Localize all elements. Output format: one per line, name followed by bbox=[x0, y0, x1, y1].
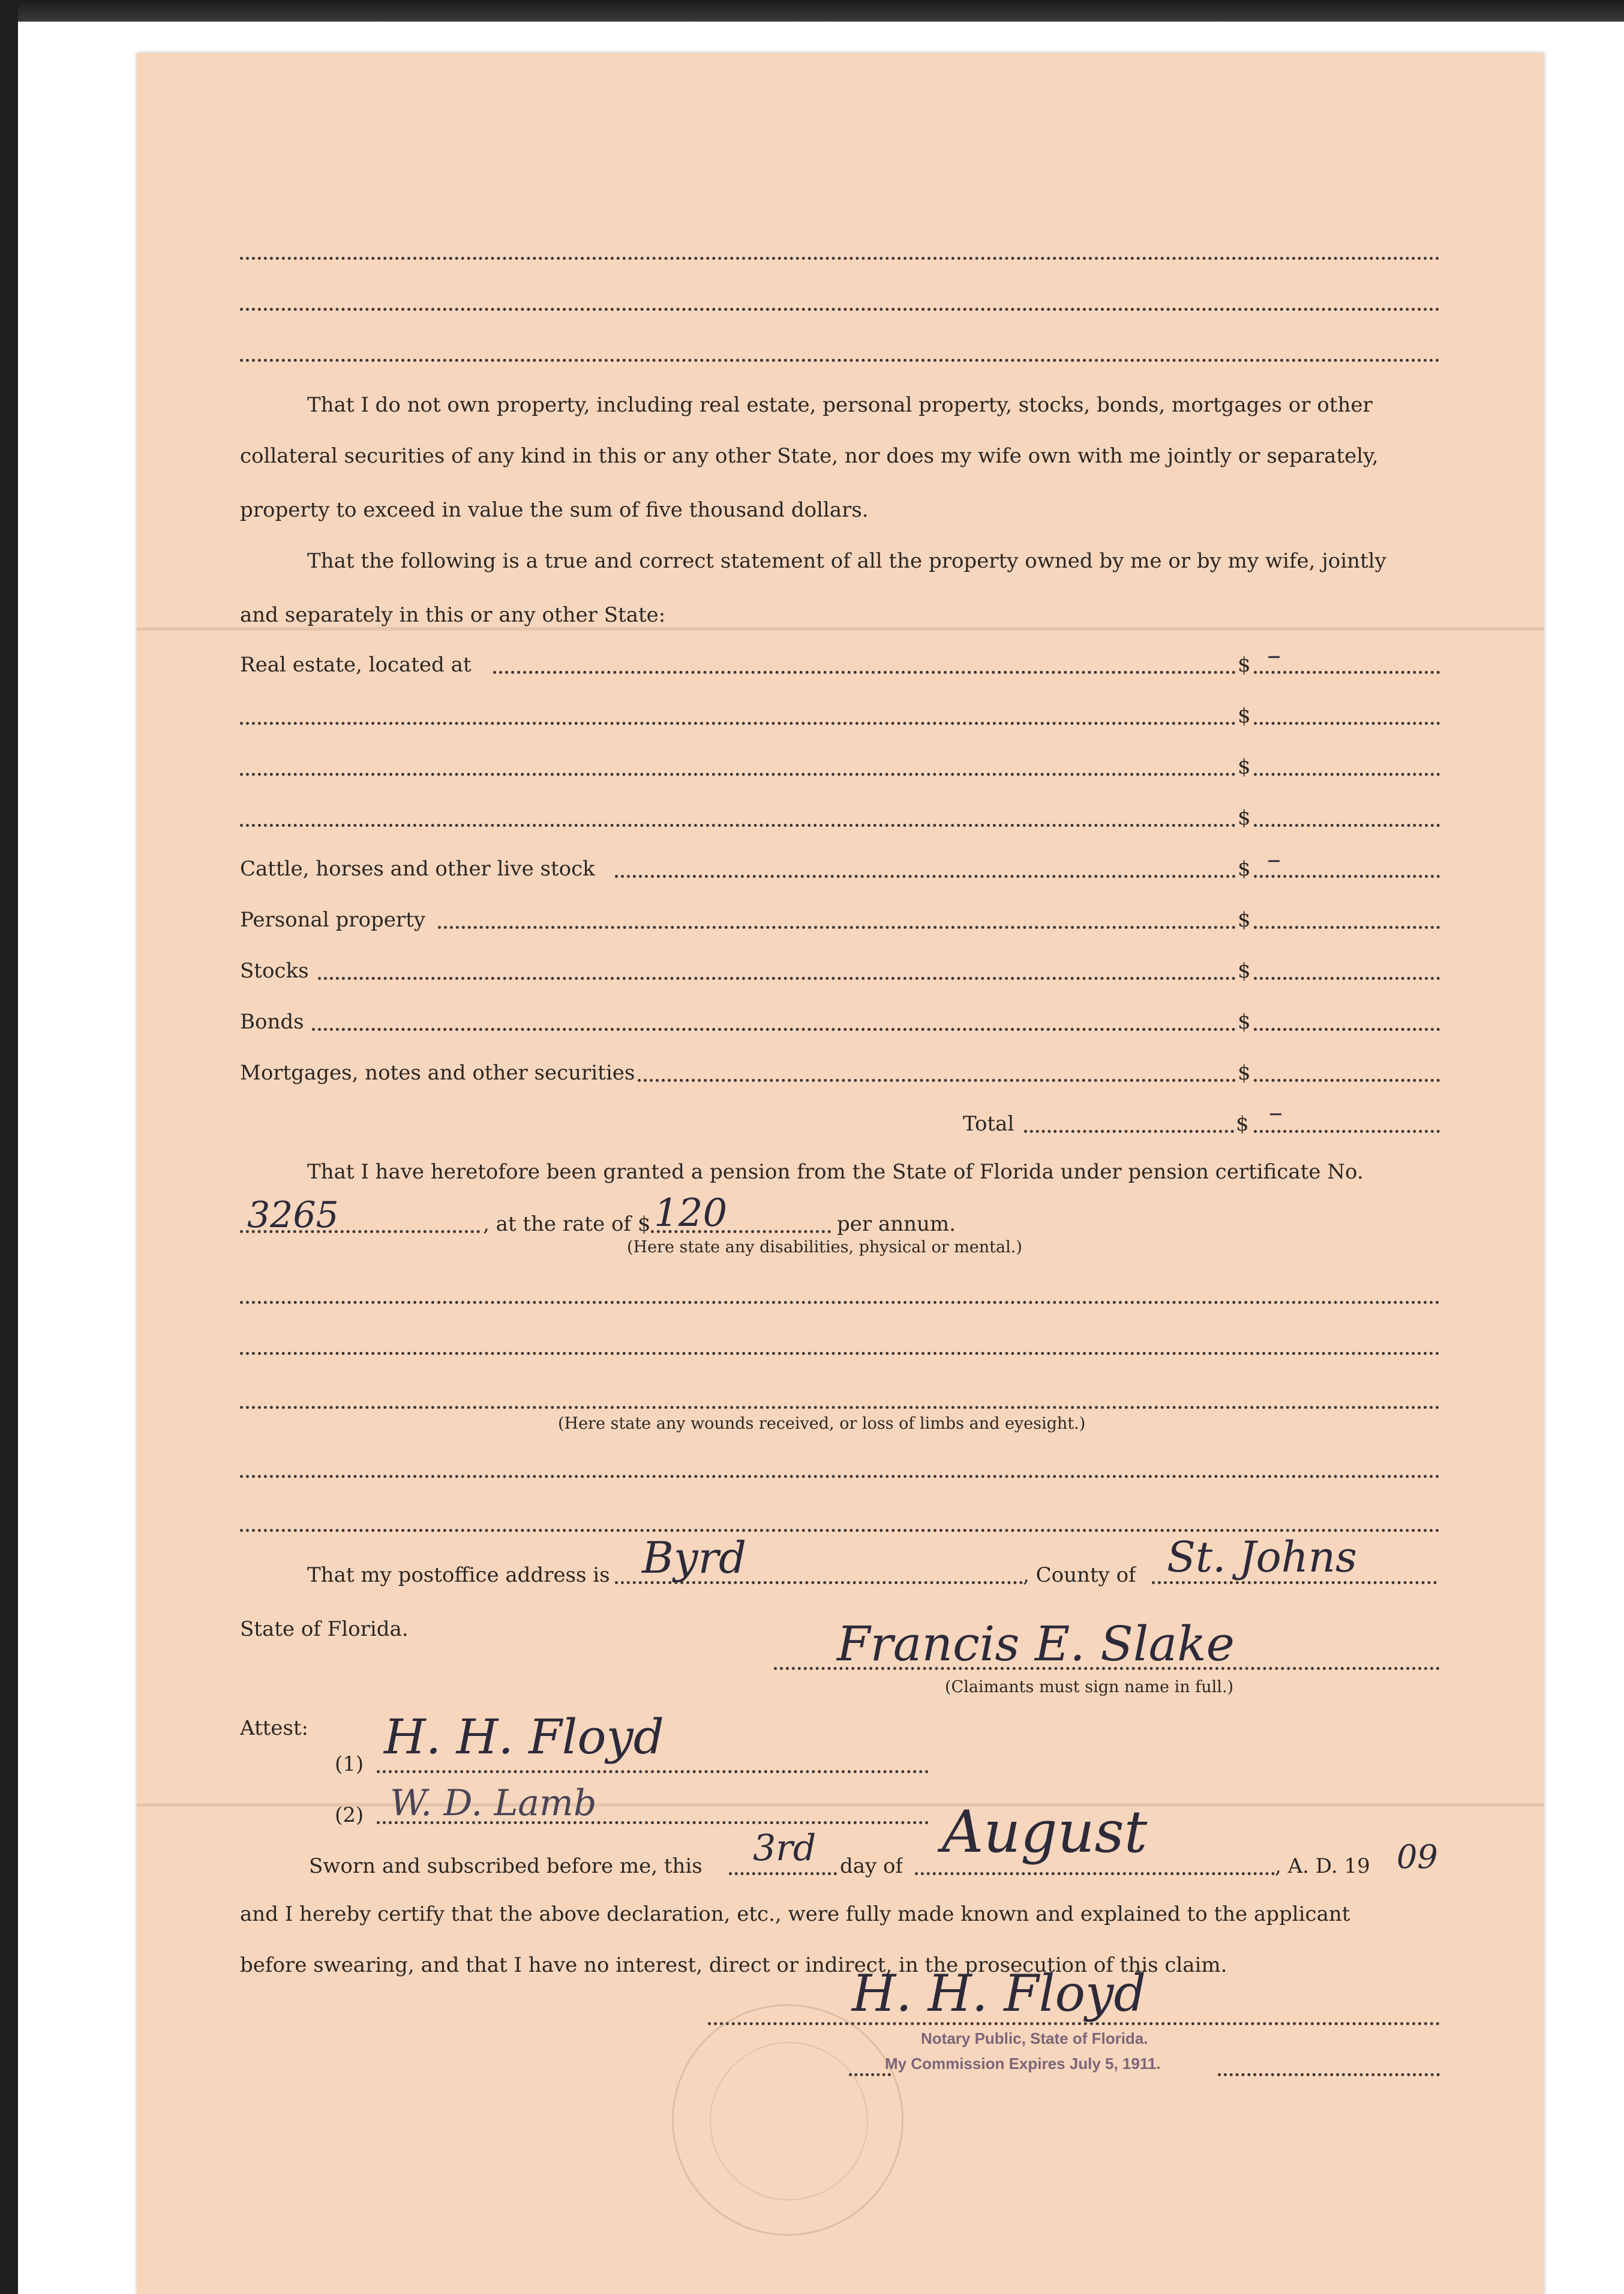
value-line bbox=[1254, 1130, 1440, 1133]
state-label: State of Florida. bbox=[240, 1617, 409, 1641]
claimant-note: (Claimants must sign name in full.) bbox=[945, 1678, 1233, 1696]
value-line bbox=[1254, 926, 1440, 929]
value-line bbox=[1254, 875, 1440, 878]
property-value: – bbox=[1267, 842, 1281, 875]
property-label: Mortgages, notes and other securities bbox=[240, 1061, 635, 1085]
attest-1-signature: H. H. Floyd bbox=[384, 1709, 664, 1765]
seal-inner-ring bbox=[710, 2042, 868, 2200]
leader-dots bbox=[615, 875, 1236, 878]
wounds-note: (Here state any wounds received, or loss of limbs and eyesight.) bbox=[558, 1414, 1086, 1433]
postoffice-label: That my postoffice address is bbox=[307, 1563, 610, 1587]
attest-2-signature: W. D. Lamb bbox=[390, 1782, 597, 1824]
sworn-year: 09 bbox=[1397, 1838, 1438, 1876]
blank-line bbox=[240, 1475, 1440, 1478]
property-label: Bonds bbox=[240, 1010, 304, 1034]
claimant-signature: Francis E. Slake bbox=[837, 1616, 1235, 1672]
dollar-sign: $ bbox=[1238, 857, 1251, 881]
total-label: Total bbox=[963, 1112, 1014, 1136]
postoffice-value: Byrd bbox=[642, 1533, 747, 1583]
blank-line bbox=[240, 1406, 1440, 1409]
statement-line-2: and separately in this or any other State: bbox=[240, 603, 666, 627]
value-line bbox=[1254, 977, 1440, 980]
attest-label: Attest: bbox=[240, 1716, 308, 1740]
notary-stamp-line-1: Notary Public, State of Florida. bbox=[921, 2029, 1148, 2047]
blank-line bbox=[240, 1529, 1440, 1532]
dollar-sign: $ bbox=[1238, 1010, 1251, 1034]
dollar-sign: $ bbox=[1238, 959, 1251, 983]
value-line bbox=[1254, 671, 1440, 674]
value-line bbox=[1254, 824, 1440, 827]
blank-line bbox=[240, 359, 1440, 362]
sworn-label: Sworn and subscribed before me, this bbox=[309, 1854, 703, 1878]
rate-line bbox=[651, 1230, 831, 1233]
day-of-label: day of bbox=[840, 1854, 903, 1878]
dollar-sign: $ bbox=[1238, 806, 1251, 830]
leader-dots bbox=[493, 671, 1236, 674]
rate-label: , at the rate of $ bbox=[483, 1212, 651, 1236]
pension-line: That I have heretofore been granted a pension from the State of Florida under pension certificate No. bbox=[307, 1160, 1364, 1184]
disabilities-note: (Here state any disabilities, physical or mental.) bbox=[627, 1238, 1022, 1257]
scanner-frame-top bbox=[0, 0, 1624, 22]
rate-value: 120 bbox=[654, 1191, 728, 1236]
blank-line bbox=[240, 257, 1440, 260]
commission-line bbox=[1218, 2073, 1440, 2076]
sworn-month-line bbox=[915, 1872, 1275, 1875]
own-property-line-2: collateral securities of any kind in this or any other State, nor does my wife own with me jointly or separately, bbox=[240, 444, 1379, 468]
statement-line-1: That the following is a true and correct statement of all the property owned by me or by my wife, jointly bbox=[307, 549, 1386, 573]
value-line bbox=[1254, 722, 1440, 725]
leader-dots bbox=[240, 722, 1236, 725]
fold-crease bbox=[137, 627, 1544, 631]
scanner-frame-left bbox=[0, 0, 18, 2294]
dollar-sign: $ bbox=[1238, 755, 1251, 779]
own-property-line-1: That I do not own property, including real estate, personal property, stocks, bonds, mortgages or other bbox=[307, 393, 1373, 417]
blank-line bbox=[240, 1301, 1440, 1304]
total-value: – bbox=[1269, 1096, 1283, 1128]
blank-line bbox=[240, 308, 1440, 311]
value-line bbox=[1254, 773, 1440, 776]
certify-line-1: and I hereby certify that the above declaration, etc., were fully made known and explained to the applicant bbox=[240, 1902, 1350, 1926]
property-label: Real estate, located at bbox=[240, 653, 472, 677]
leader-dots bbox=[240, 824, 1236, 827]
dollar-sign: $ bbox=[1236, 1112, 1249, 1136]
attest-1-line bbox=[377, 1770, 929, 1773]
dollar-sign: $ bbox=[1238, 1061, 1251, 1085]
leader-dots bbox=[312, 1028, 1236, 1031]
ad-label: , A. D. 19 bbox=[1275, 1854, 1370, 1878]
dollar-sign: $ bbox=[1238, 704, 1251, 728]
per-annum: per annum. bbox=[837, 1212, 956, 1236]
property-label: Cattle, horses and other live stock bbox=[240, 857, 595, 881]
value-line bbox=[1254, 1079, 1440, 1082]
scan-margin bbox=[18, 22, 138, 2294]
embossed-notary-seal bbox=[672, 2004, 903, 2236]
dollar-sign: $ bbox=[1238, 653, 1251, 677]
notary-stamp-line-2: My Commission Expires July 5, 1911. bbox=[885, 2055, 1161, 2073]
property-value: – bbox=[1267, 638, 1281, 671]
property-label: Stocks bbox=[240, 959, 309, 983]
blank-line bbox=[240, 1352, 1440, 1355]
own-property-line-3: property to exceed in value the sum of five thousand dollars. bbox=[240, 498, 869, 522]
certificate-no: 3265 bbox=[247, 1194, 339, 1236]
value-line bbox=[1254, 1028, 1440, 1031]
attest-2-number: (2) bbox=[335, 1803, 364, 1827]
dollar-sign: $ bbox=[1238, 908, 1251, 932]
leader-dots bbox=[1024, 1130, 1234, 1133]
sworn-month: August bbox=[942, 1798, 1148, 1866]
leader-dots bbox=[438, 926, 1236, 929]
leader-dots bbox=[240, 773, 1236, 776]
county-label: , County of bbox=[1023, 1563, 1136, 1587]
leader-dots bbox=[318, 977, 1236, 980]
sworn-day-line bbox=[729, 1872, 837, 1875]
notary-signature: H. H. Floyd bbox=[852, 1964, 1146, 2023]
leader-dots bbox=[638, 1079, 1236, 1082]
certify-line-2: before swearing, and that I have no interest, direct or indirect, in the prosecution of this claim. bbox=[240, 1953, 1227, 1977]
property-label: Personal property bbox=[240, 908, 425, 932]
county-value: St. Johns bbox=[1167, 1533, 1357, 1582]
attest-1-number: (1) bbox=[335, 1752, 364, 1776]
sworn-day: 3rd bbox=[753, 1827, 816, 1869]
